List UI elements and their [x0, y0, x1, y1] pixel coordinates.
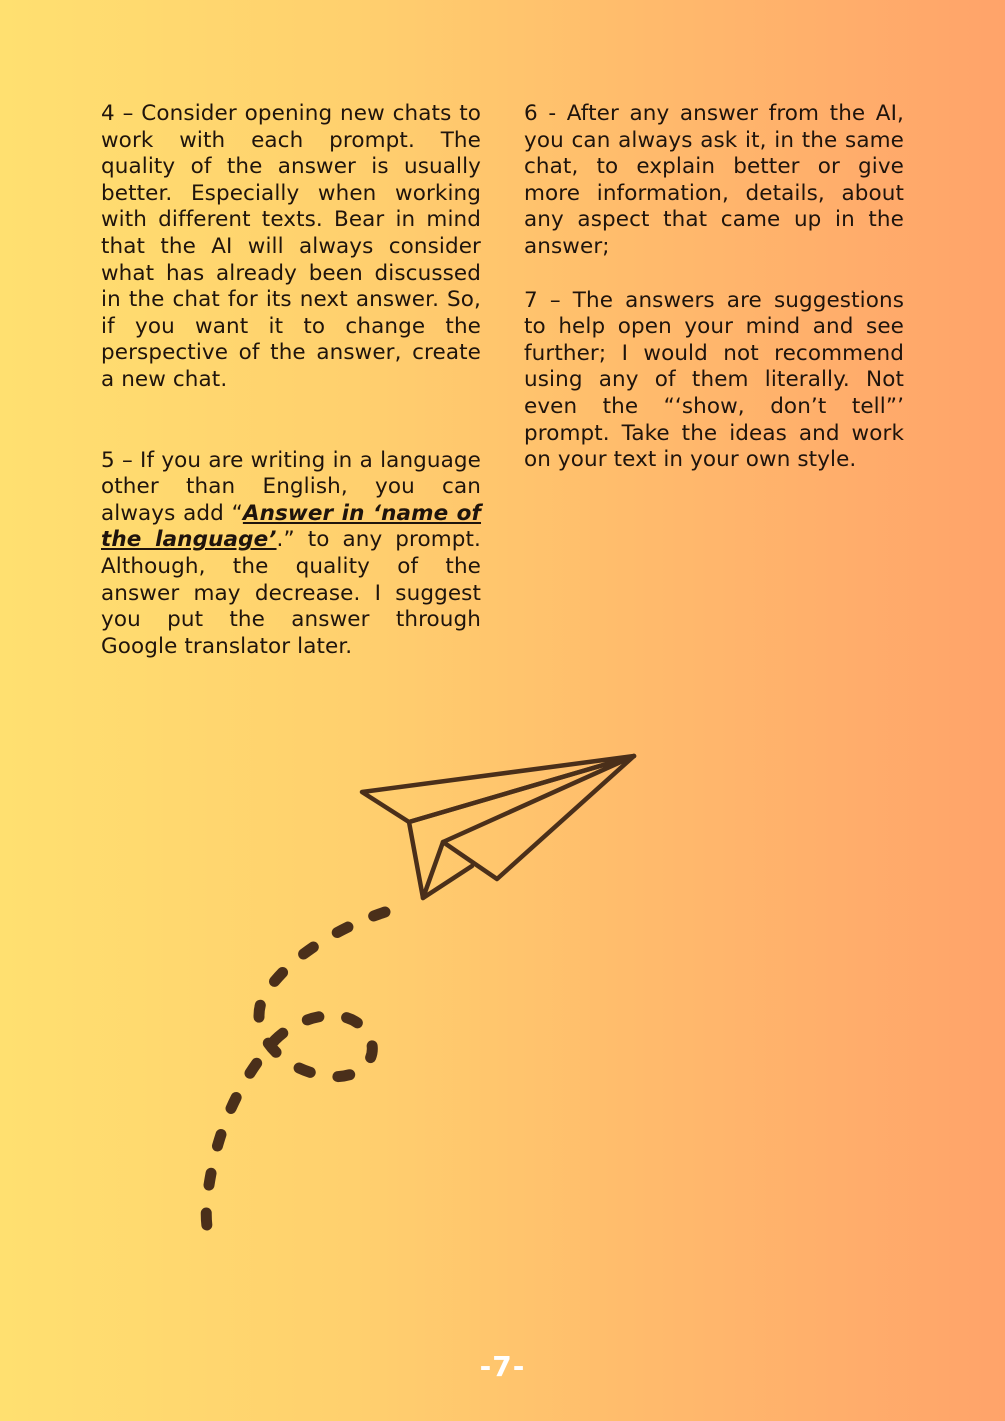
paper-plane-icon: [195, 745, 645, 1250]
page-number: -7-: [479, 1350, 526, 1383]
right-column: [524, 101, 904, 474]
tip-4-paragraph: 4 – Consider opening new chats to work with each prompt. The quality of the answer is usually better. Especially when working with different texts. Bear in mind that the AI will always consider what has already been discussed in the chat for its next answer. So, if you want it to change the perspective of the answer, create a new chat.: [101, 101, 481, 392]
left-column: [101, 101, 481, 660]
dashed-flight-trail: [206, 912, 385, 1245]
tip-7-paragraph: 7 – The answers are suggestions to help open your mind and see further; I would not recommend using any of them literally. Not even the “‘show, don’t tell”’ prompt. Take the ideas and work on your text in your own style.: [524, 287, 904, 473]
plane-fold: [443, 756, 634, 879]
tip-5-text-start: 5 – If you are writing in a language other than English, you can always add “: [101, 447, 481, 526]
tip-5-text-end: .” to any prompt. Although, the quality of the answer may decrease. I suggest you put the answer through Google translator later.: [101, 527, 481, 659]
paragraph-spacer: [101, 394, 481, 448]
paragraph-spacer: [524, 261, 904, 288]
plane-body: [409, 756, 634, 898]
tip-5-emphasis: Answer in ‘name of the language’: [101, 500, 482, 553]
tip-6-paragraph: 6 - After any answer from the AI, you can always ask it, in the same chat, to explain better or give more information, details, about any aspect that came up in the answer;: [524, 101, 904, 259]
tip-5-paragraph: [101, 448, 481, 661]
